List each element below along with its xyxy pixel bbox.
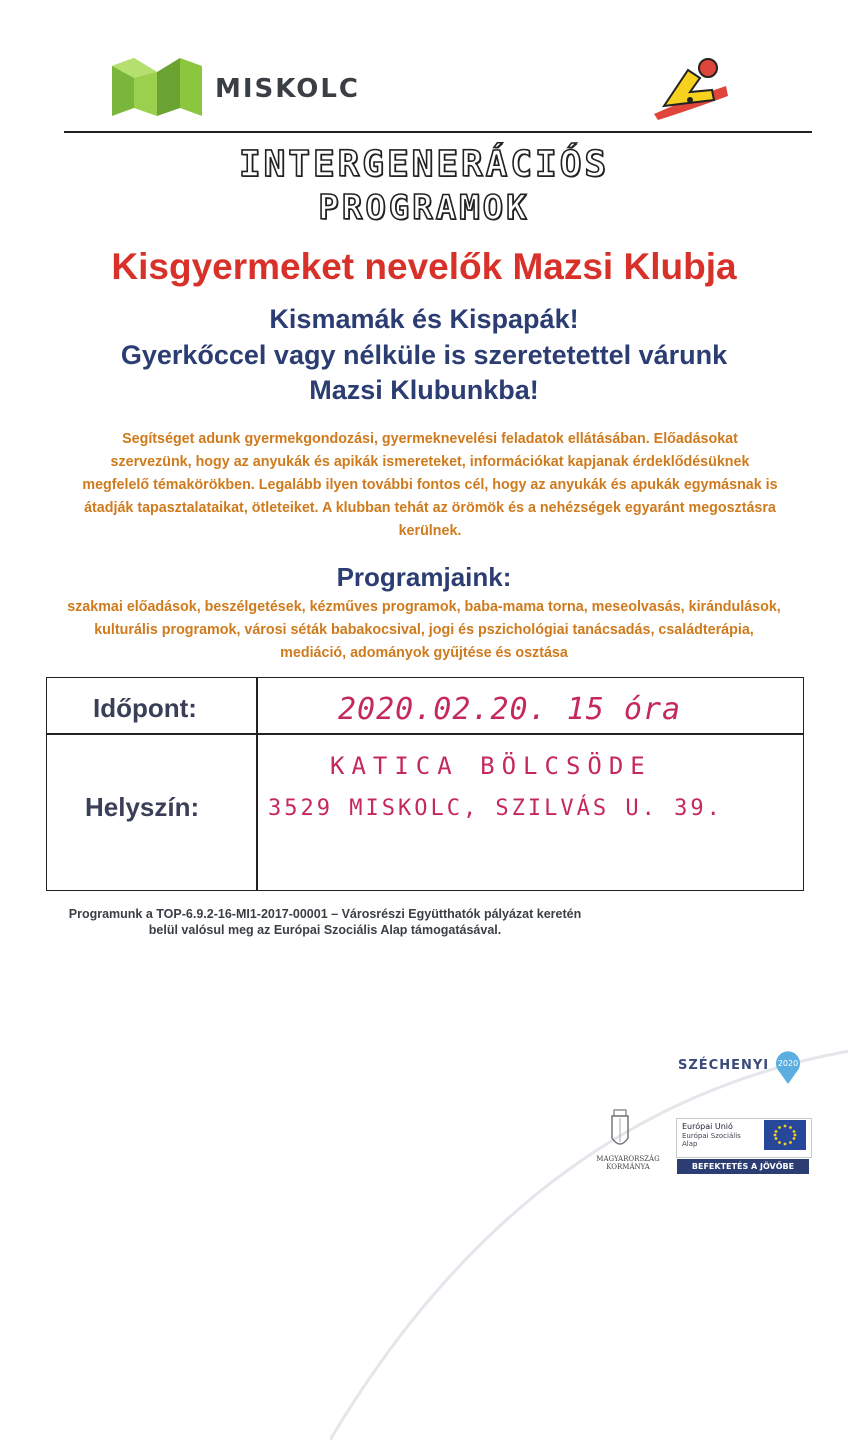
funding-note: Programunk a TOP-6.9.2-16-MI1-2017-00001 – Városrészi Együtthatók pályázat keretén belül valósul meg az Európai Szociális Alap támogatásával.: [68, 907, 582, 937]
subtitle-line-3: Mazsi Klubunkba!: [309, 375, 539, 405]
mazsi-mascot-icon: [650, 56, 730, 120]
programs-heading: Programjaink:: [336, 562, 512, 592]
eu-subtitle: Európai Szociális Alap: [682, 1132, 741, 1148]
eu-flag-icon: [764, 1120, 806, 1150]
investing-future-banner: BEFEKTETÉS A JÖVŐBE: [677, 1159, 809, 1174]
intergenerational-title: INTERGENERÁCIÓS: [238, 144, 610, 185]
subtitle-line-1: Kismamák és Kispapák!: [269, 304, 579, 334]
place-label: Helyszín:: [85, 792, 200, 822]
club-title: Kisgyermeket nevelők Mazsi Klubja: [111, 246, 737, 287]
time-value: 2020.02.20. 15 óra: [338, 692, 682, 727]
table-divider-vertical: [256, 677, 258, 890]
miskolc-logo-icon: [112, 58, 202, 116]
header-divider: [64, 131, 812, 133]
time-label: Időpont:: [93, 693, 197, 723]
eu-title: Európai Unió: [682, 1122, 733, 1131]
place-line-1: KATICA BÖLCSÖDE: [330, 752, 652, 780]
szechenyi-year: 2020: [777, 1059, 799, 1068]
hungary-crest-icon: [600, 1108, 640, 1156]
programs-title: PROGRAMOK: [318, 188, 530, 228]
table-divider-horizontal: [46, 733, 803, 735]
place-line-2: 3529 MISKOLC, SZILVÁS U. 39.: [268, 796, 723, 821]
decorative-arc: [330, 1020, 848, 1440]
brand-name: MISKOLC: [215, 74, 361, 104]
subtitle-line-2: Gyerkőccel vagy nélküle is szeretetettel várunk: [120, 340, 728, 370]
programs-list: szakmai előadások, beszélgetések, kézműves programok, baba-mama torna, meseolvasás, kirándulások, kulturális programok, városi séták babakocsival, jogi és pszichológiai tanácsadás, családterápia, mediáció, adományok gyűjtése és osztása: [67, 599, 781, 661]
szechenyi-label: SZÉCHENYI: [678, 1058, 770, 1073]
description-paragraph: Segítséget adunk gyermekgondozási, gyermeknevelési feladatok ellátásában. Előadásokat szervezünk, hogy az anyukák és apikák ismereteket, információkat kapjanak érdeklődésüknek megfelelő témakörökben. Legalább ilyen további fontos cél, hogy az anyukák és apukák egymásnak is átadják tapasztalataikat, ötleteiket. A klubban tehát az örömök és a nehézségek egyaránt megosztásra kerülnek.: [82, 431, 778, 539]
government-label: MAGYARORSZÁG KORMÁNYA: [596, 1155, 660, 1171]
szechenyi-pin-icon: [772, 1050, 804, 1084]
